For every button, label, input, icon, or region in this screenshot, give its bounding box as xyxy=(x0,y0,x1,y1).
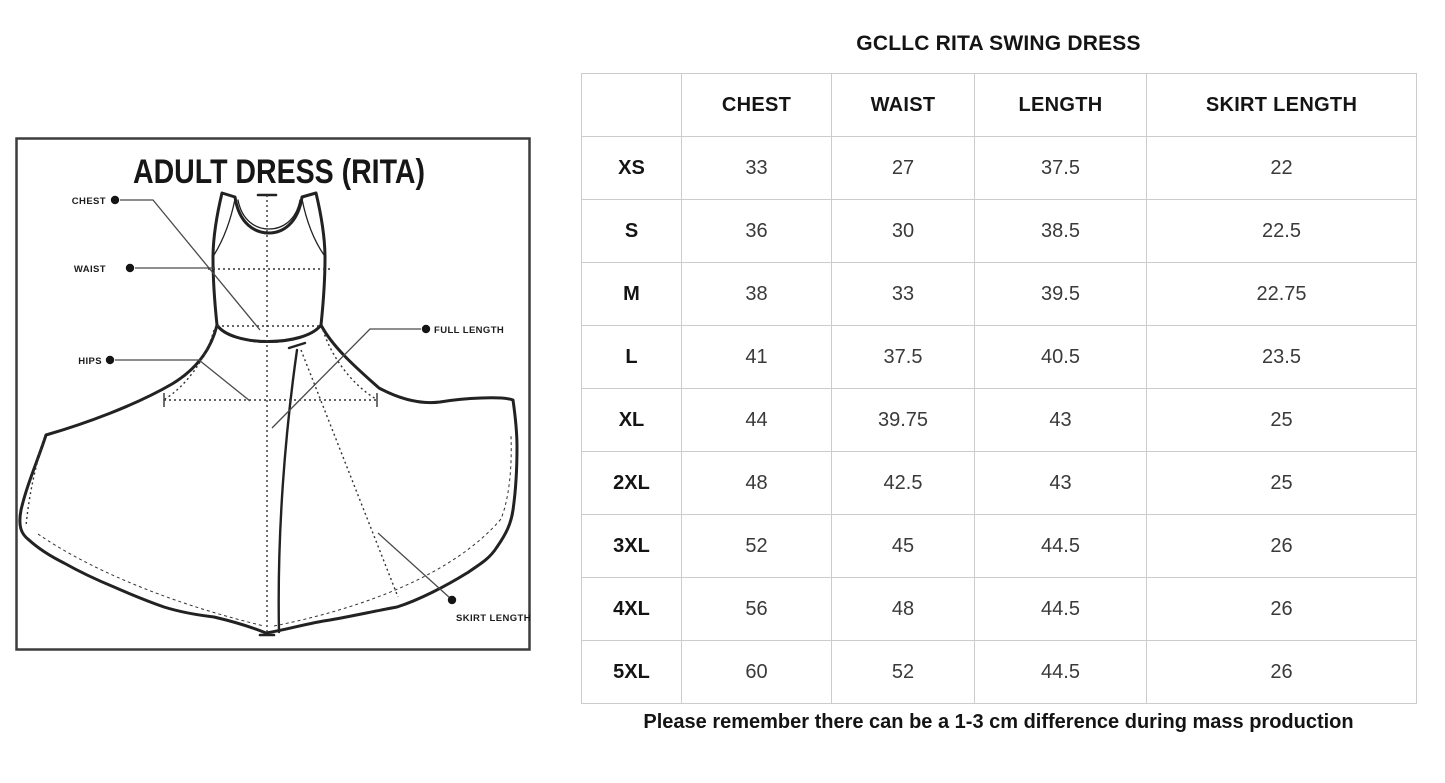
length-cell: 44.5 xyxy=(975,578,1147,641)
size-table-header xyxy=(582,74,1417,137)
full-length-label: FULL LENGTH xyxy=(434,325,505,336)
dress-measurement-diagram xyxy=(14,134,532,654)
full-length-dot xyxy=(422,325,430,333)
length-cell: 40.5 xyxy=(975,326,1147,389)
chest-cell: 36 xyxy=(682,200,832,263)
production-note: Please remember there can be a 1-3 cm difference during mass production xyxy=(643,711,1354,733)
skirt-length-cell: 25 xyxy=(1147,452,1417,515)
size-table xyxy=(581,73,1417,704)
chest-cell: 56 xyxy=(682,578,832,641)
size-cell: S xyxy=(582,200,682,263)
size-chart-section xyxy=(581,0,1416,783)
waist-cell: 42.5 xyxy=(832,452,975,515)
chest-cell: 52 xyxy=(682,515,832,578)
hips-label: HIPS xyxy=(78,356,102,367)
length-cell: 37.5 xyxy=(975,137,1147,200)
skirt-length-column-header: SKIRT LENGTH xyxy=(1147,74,1417,137)
size-cell: 5XL xyxy=(582,641,682,704)
chest-label: CHEST xyxy=(71,196,106,207)
table-row xyxy=(582,326,1417,389)
length-cell: 44.5 xyxy=(975,641,1147,704)
table-row xyxy=(582,452,1417,515)
length-cell: 39.5 xyxy=(975,263,1147,326)
waist-cell: 30 xyxy=(832,200,975,263)
length-cell: 43 xyxy=(975,452,1147,515)
chest-cell: 60 xyxy=(682,641,832,704)
length-cell: 44.5 xyxy=(975,515,1147,578)
length-cell: 43 xyxy=(975,389,1147,452)
size-cell: L xyxy=(582,326,682,389)
size-cell: M xyxy=(582,263,682,326)
waist-dot xyxy=(126,264,134,272)
size-chart-title: GCLLC RITA SWING DRESS xyxy=(856,32,1141,55)
skirt-length-cell: 22 xyxy=(1147,137,1417,200)
skirt-length-cell: 22.5 xyxy=(1147,200,1417,263)
skirt-length-cell: 22.75 xyxy=(1147,263,1417,326)
chest-cell: 33 xyxy=(682,137,832,200)
chest-dot xyxy=(111,196,119,204)
skirt-length-cell: 23.5 xyxy=(1147,326,1417,389)
skirt-length-cell: 26 xyxy=(1147,578,1417,641)
size-cell: 4XL xyxy=(582,578,682,641)
skirt-length-dot xyxy=(448,596,456,604)
chest-cell: 41 xyxy=(682,326,832,389)
skirt-length-cell: 26 xyxy=(1147,515,1417,578)
table-row xyxy=(582,641,1417,704)
waist-cell: 48 xyxy=(832,578,975,641)
waist-cell: 45 xyxy=(832,515,975,578)
hips-dot xyxy=(106,356,114,364)
table-row xyxy=(582,515,1417,578)
size-table-body xyxy=(582,137,1417,704)
waist-cell: 37.5 xyxy=(832,326,975,389)
table-row xyxy=(582,263,1417,326)
size-cell: 3XL xyxy=(582,515,682,578)
chest-cell: 44 xyxy=(682,389,832,452)
header-row xyxy=(582,74,1417,137)
table-row xyxy=(582,200,1417,263)
table-row xyxy=(582,389,1417,452)
chest-cell: 38 xyxy=(682,263,832,326)
table-row xyxy=(582,578,1417,641)
chest-column-header: CHEST xyxy=(682,74,832,137)
size-cell: XS xyxy=(582,137,682,200)
waist-column-header: WAIST xyxy=(832,74,975,137)
skirt-length-cell: 26 xyxy=(1147,641,1417,704)
table-row xyxy=(582,137,1417,200)
waist-cell: 27 xyxy=(832,137,975,200)
size-column-header xyxy=(582,74,682,137)
skirt-length-cell: 25 xyxy=(1147,389,1417,452)
length-cell: 38.5 xyxy=(975,200,1147,263)
size-cell: XL xyxy=(582,389,682,452)
diagram-title: ADULT DRESS (RITA) xyxy=(133,153,425,191)
waist-cell: 33 xyxy=(832,263,975,326)
size-cell: 2XL xyxy=(582,452,682,515)
waist-cell: 52 xyxy=(832,641,975,704)
length-column-header: LENGTH xyxy=(975,74,1147,137)
skirt-length-label: SKIRT LENGTH xyxy=(456,613,531,624)
chest-cell: 48 xyxy=(682,452,832,515)
waist-cell: 39.75 xyxy=(832,389,975,452)
waist-label: WAIST xyxy=(73,264,106,275)
